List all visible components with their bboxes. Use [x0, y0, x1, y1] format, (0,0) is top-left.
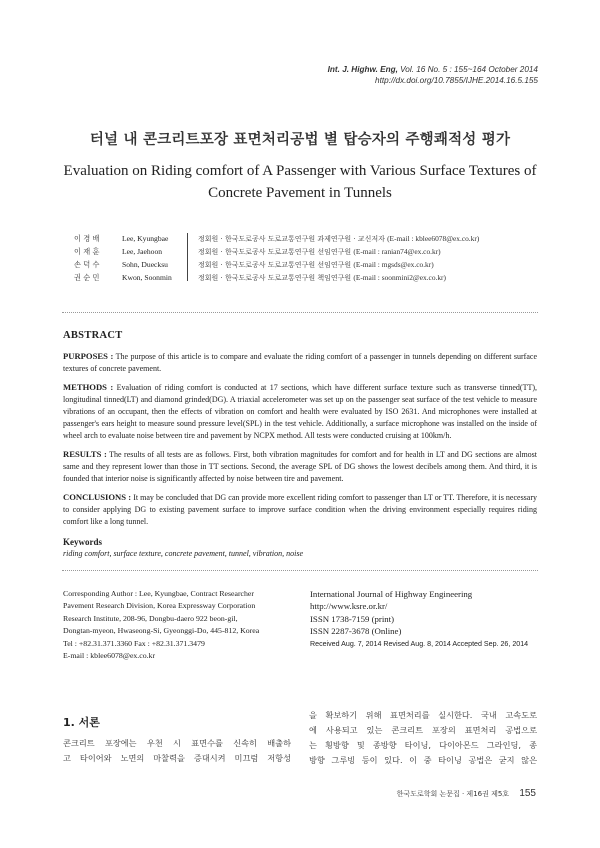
author-english-name: Lee, Kyungbae	[122, 234, 169, 243]
affiliation-text: 정회원 · 한국도로공사 도로교통연구원 과제연구원 · 교신저자	[198, 235, 385, 243]
author-email: (E-mail : mgsds@ex.co.kr)	[353, 260, 434, 269]
page-number: 155	[519, 788, 536, 799]
doi-link[interactable]: http://dx.doi.org/10.7855/IJHE.2014.16.5.155	[375, 76, 538, 85]
author-affiliation	[198, 271, 446, 285]
corr-line: Dongtan-myeon, Hwaseong-Si, Gyeonggi-Do, 445-812, Korea	[63, 626, 260, 636]
conclusions-text: It may be concluded that DG can provide more excellent riding comfort to passenger than LT or TT. Therefore, it is necessary to consider applying DG to existing pavement surface to improve surface condition when the driving environment especially requires riding comfort like a long tunnel.	[63, 493, 538, 526]
abstract-methods	[63, 381, 537, 442]
author-affiliation	[198, 232, 479, 246]
author-korean-name: 권 순 민	[74, 273, 100, 282]
body-line: 고 타이어와 노면의 마찰력을 증대시켜 미끄럼 저항성	[63, 753, 291, 763]
body-line: 콘크리트 포장에는 우천 시 표면수를 신속히 배출하	[63, 738, 291, 748]
affiliation-text: 정회원 · 한국도로공사 도로교통연구원 선임연구원	[198, 261, 352, 269]
author-korean-name: 이 재 훈	[74, 247, 100, 256]
results-label: RESULTS :	[63, 449, 107, 459]
received-dates: Received Aug. 7, 2014 Revised Aug. 8, 2014 Accepted Sep. 26, 2014	[310, 639, 529, 648]
body-line: 방향 그루빙 등이 있다. 이 중 타이닝 공법은 굳지 않은	[309, 755, 537, 765]
author-korean-name: 이 경 배	[74, 234, 100, 243]
purposes-text: The purpose of this article is to compare and evaluate the riding comfort of a passenger in tunnels depending on different surface textures of concrete pavement.	[63, 352, 537, 373]
author-divider	[187, 233, 188, 281]
corr-line: Tel : +82.31.371.3360 Fax : +82.31.371.3479	[63, 638, 205, 648]
english-title	[0, 160, 600, 204]
methods-label: METHODS :	[63, 382, 114, 392]
abstract-results	[63, 448, 537, 485]
author-english-name: Kwon, Soonmin	[122, 273, 172, 282]
page-footer	[397, 788, 536, 799]
author-korean-name: 손 덕 수	[74, 260, 100, 269]
affiliation-text: 정회원 · 한국도로공사 도로교통연구원 책임연구원	[198, 274, 352, 282]
issn-print: ISSN 1738-7159 (print)	[310, 613, 395, 624]
methods-text: Evaluation of riding comfort is conducted at 17 sections, which have different surface texture such as transverse tinned(TT), longitudinal tinned(LT) and diamond grinded(DG). A triaxial accelerometer was set up on the passenger seat surface of the test vehicle to measure vibrations of an occupant, then the effects of vibration on comfort and health were evaluated by ISO 2631. And microphones were installed at passenger's ears height to measure sound pressure level(SPL) in the test vehicle. Additionally, a surface microphone was installed on the inside of wheel arch to evaluate noise between tire and pavement by NCPX method. All tests were conducted cruising at 100km/h.	[63, 383, 538, 440]
footer-journal: 한국도로학회 논문집 · 제16권 제5호	[396, 790, 510, 798]
body-line: 에 사용되고 있는 콘크리트 포장의 표면처리 공법으로	[309, 725, 537, 735]
author-email: (E-mail : ranian74@ex.co.kr)	[353, 247, 441, 256]
author-english-name: Lee, Jaehoon	[122, 247, 163, 256]
korean-title: 터널 내 콘크리트포장 표면처리공법 별 탑승자의 주행쾌적성 평가	[89, 132, 511, 148]
section-title: 1. 서론	[63, 716, 100, 729]
results-text: The results of all tests are as follows. First, both vibration magnitudes for comfort and for health in LT and DG sections are almost same and they represent lower than those in TT sections. Second, the average SPL of DG shows the lowest decibels among them. And third, it is founded that interior noise is significantly affected by noise between tire and pavement.	[63, 450, 538, 483]
author-english-name: Sohn, Duecksu	[122, 260, 168, 269]
journal-name: International Journal of Highway Engineering	[310, 589, 473, 599]
affiliation-text: 정회원 · 한국도로공사 도로교통연구원 선임연구원	[198, 248, 352, 256]
journal-url[interactable]: http://www.ksre.or.kr/	[310, 601, 388, 612]
corresponding-author	[63, 588, 283, 662]
corr-line: Research Institute, 208-96, Dongbu-daero 922 beon-gil,	[63, 613, 238, 623]
keywords-text: riding comfort, surface texture, concrete pavement, tunnel, vibration, noise	[63, 549, 304, 558]
abstract-conclusions	[63, 491, 537, 528]
issn-online: ISSN 2287-3678 (Online)	[310, 626, 402, 637]
author-affiliation	[198, 258, 434, 272]
volume-info: Vol. 16 No. 5 : 155~164 October 2014	[400, 65, 538, 74]
english-title-line1: Evaluation on Riding comfort of A Passenger with Various Surface Textures of	[63, 163, 537, 179]
author-affiliation	[198, 245, 441, 259]
corr-line: Corresponding Author : Lee, Kyungbae, Contract Researcher	[63, 589, 254, 598]
author-email: (E-mail : kblee6078@ex.co.kr)	[387, 234, 480, 243]
journal-header	[328, 64, 538, 86]
journal-info	[310, 588, 540, 650]
journal-abbrev: Int. J. Highw. Eng,	[327, 65, 398, 74]
body-line: 을 확보하기 위해 표면처리를 실시한다. 국내 고속도로	[309, 710, 537, 720]
corr-line: Pavement Research Division, Korea Expressway Corporation	[63, 601, 256, 611]
abstract-section	[63, 330, 537, 560]
body-column-right	[309, 708, 537, 768]
purposes-label: PURPOSES :	[63, 351, 114, 361]
author-email: (E-mail : soonmini2@ex.co.kr)	[353, 273, 446, 282]
keywords-heading: Keywords	[63, 537, 102, 547]
english-title-line2: Concrete Pavement in Tunnels	[208, 185, 392, 201]
conclusions-label: CONCLUSIONS :	[63, 492, 132, 502]
corr-email: E-mail : kblee6078@ex.co.kr	[63, 651, 156, 661]
dotted-divider-bottom	[62, 570, 538, 571]
body-column-left	[63, 736, 291, 766]
abstract-heading: ABSTRACT	[63, 330, 123, 341]
abstract-purposes	[63, 350, 537, 375]
body-line: 는 횡방향 및 종방향 타이닝, 다이아몬드 그라인딩, 종	[309, 740, 537, 750]
dotted-divider-top	[62, 312, 538, 313]
